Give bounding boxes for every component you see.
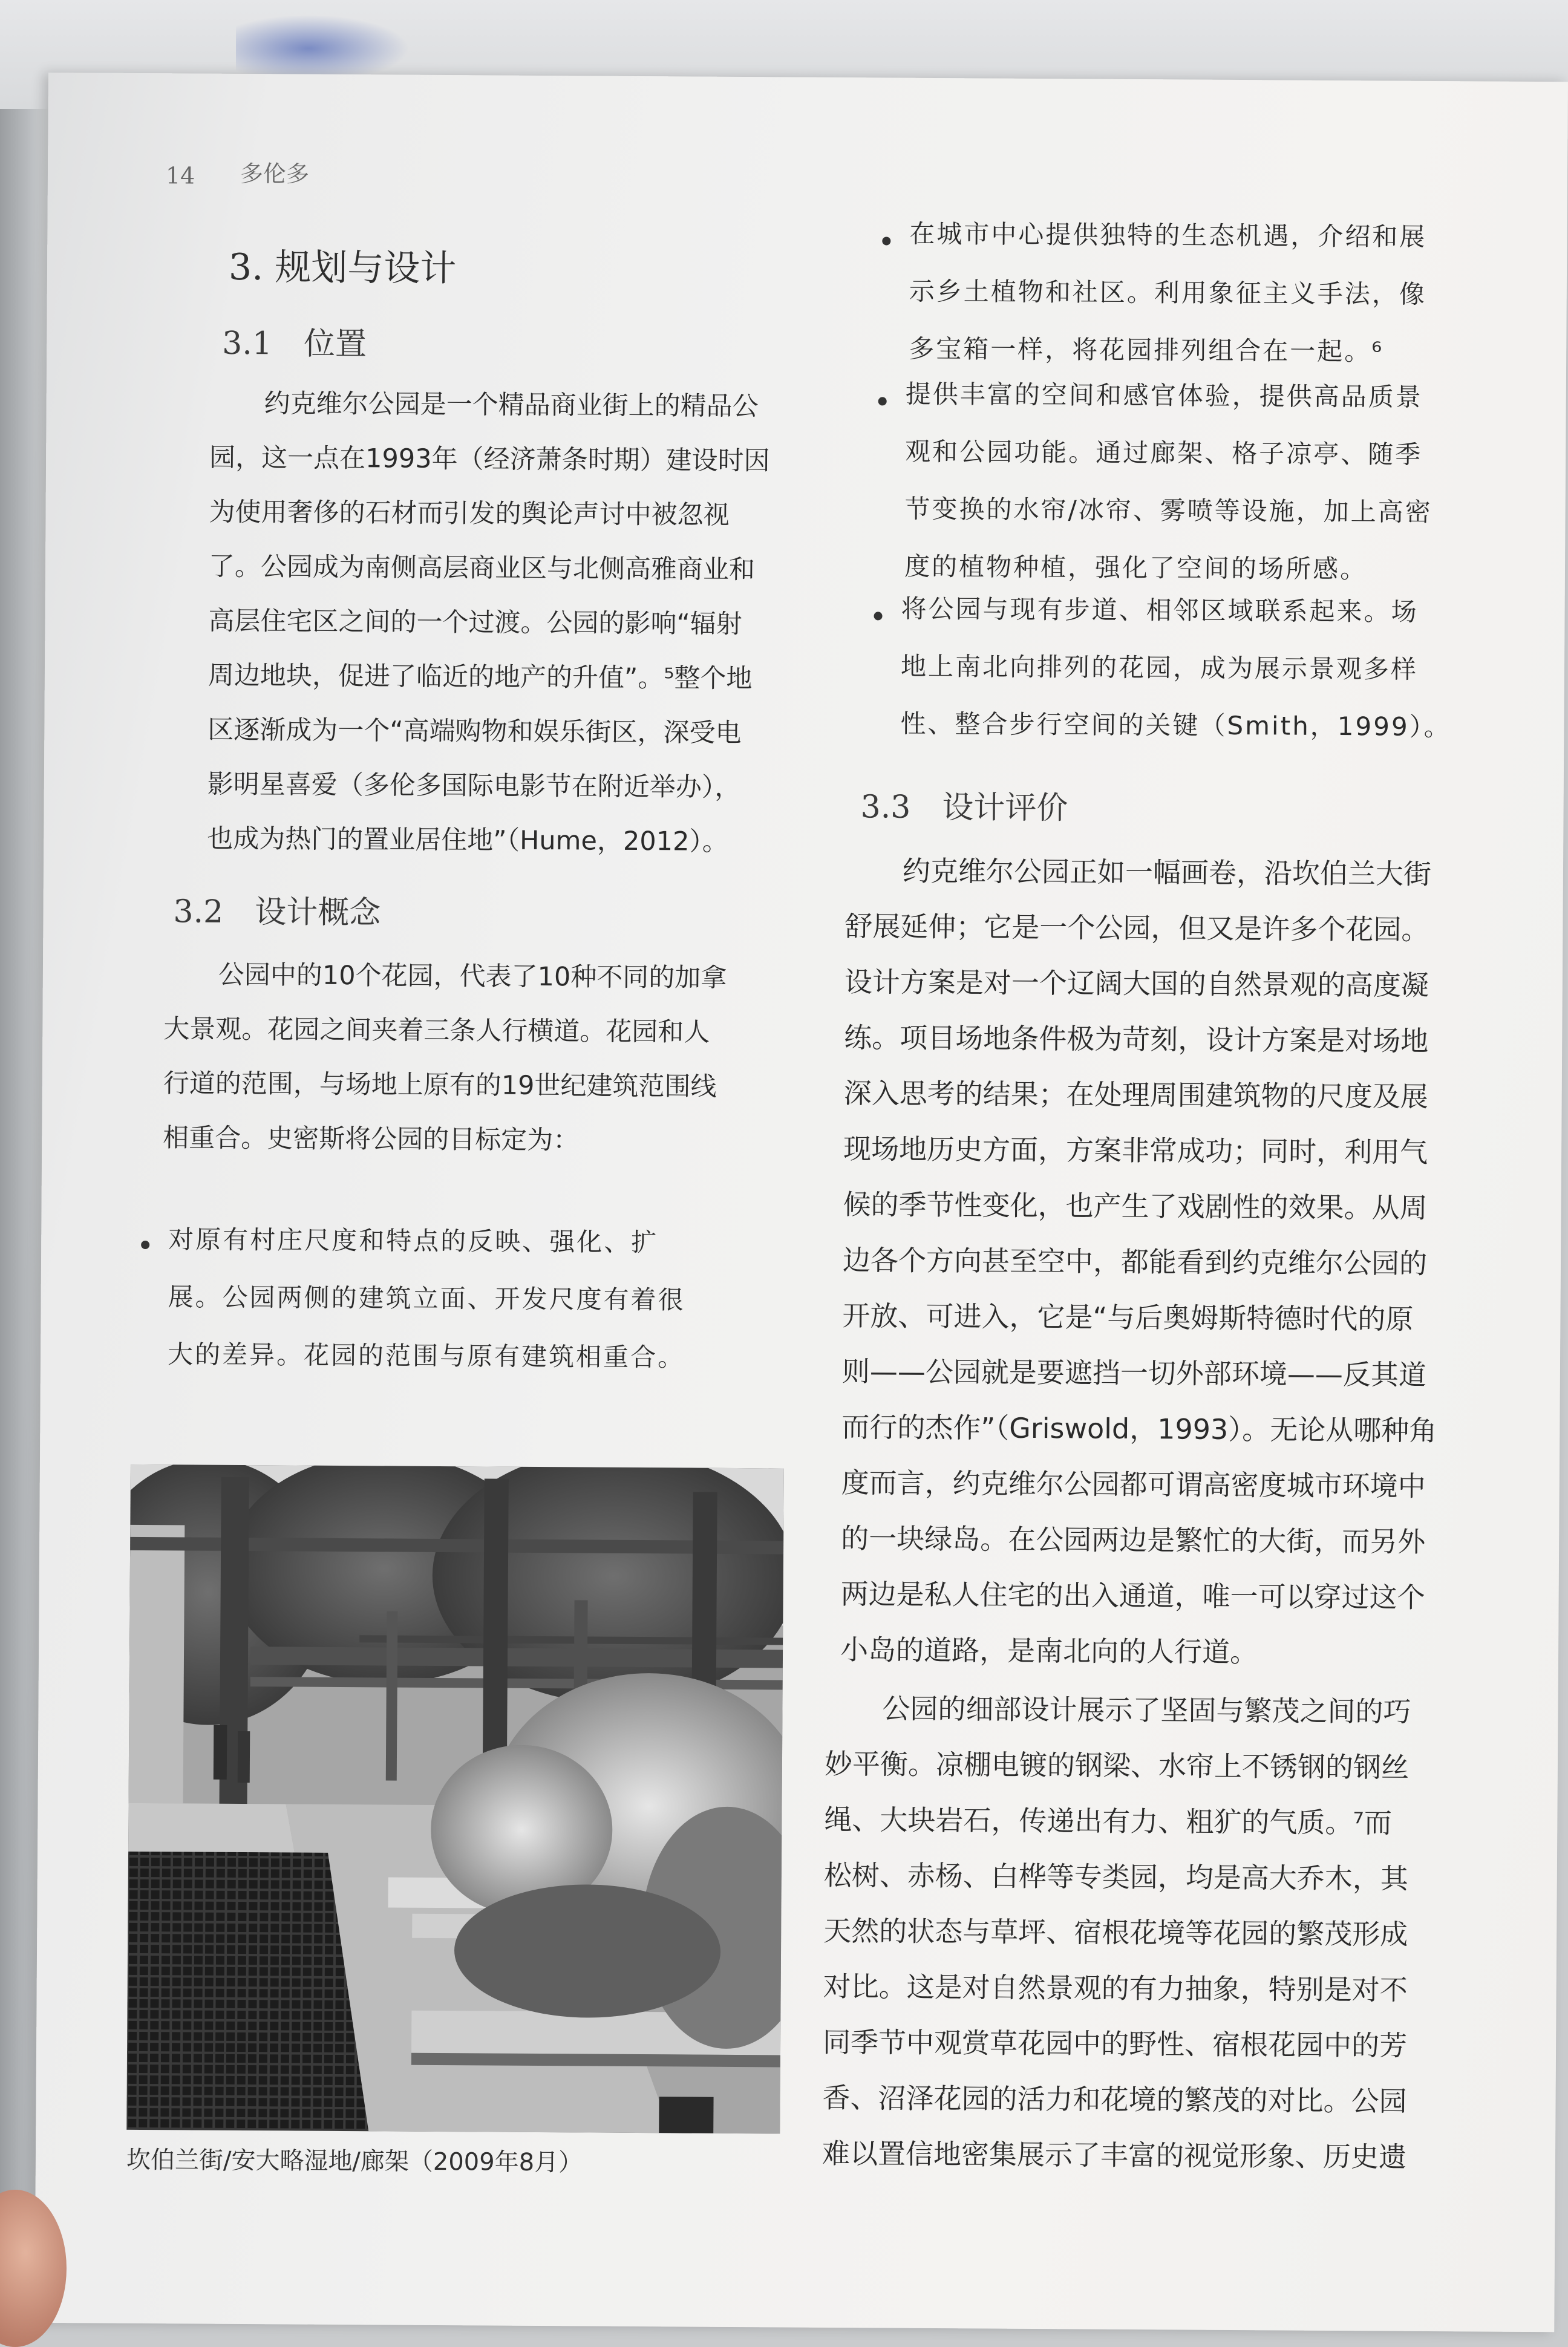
bullet-marker bbox=[882, 237, 890, 245]
paragraph-evaluation-1 bbox=[840, 843, 1440, 1681]
text-line: 相重合。史密斯将公园的目标定为： bbox=[163, 1123, 580, 1156]
bullet-right-1 bbox=[909, 205, 1427, 380]
paragraph-location bbox=[207, 376, 770, 870]
text-line: 的一块绿岛。在公园两边是繁忙的大街，而另外 bbox=[841, 1522, 1426, 1558]
text-line: 节变换的水帘/冰帘、雾喷等设施，加上高密 bbox=[904, 494, 1432, 527]
text-line: 在城市中心提供独特的生态机遇，介绍和展 bbox=[909, 218, 1427, 252]
text-line: 观和公园功能。通过廊架、格子凉亭、随季 bbox=[905, 436, 1423, 469]
text-line: 设计方案是对一个辽阔大国的自然景观的高度凝 bbox=[844, 965, 1429, 1002]
text-line: 候的季节性变化，也产生了戏剧性的效果。从周 bbox=[843, 1188, 1428, 1224]
book-page bbox=[34, 73, 1568, 2332]
text-line: 地上南北向排列的花园，成为展示景观多样 bbox=[900, 651, 1419, 684]
text-line: 了。公园成为南侧高层商业区与北侧高雅商业和 bbox=[208, 551, 756, 586]
paragraph-concept bbox=[163, 947, 727, 1169]
text-line: 绳、大块岩石，传递出有力、粗犷的气质。⁷而 bbox=[824, 1803, 1392, 1839]
text-line: 小岛的道路，是南北向的人行道。 bbox=[840, 1633, 1258, 1669]
text-line: 为使用奢侈的石材而引发的舆论声讨中被忽视 bbox=[209, 497, 730, 530]
text-line: 示乡土植物和社区。利用象征主义手法，像 bbox=[909, 276, 1426, 309]
text-line: 度而言，约克维尔公园都可谓高密度城市环境中 bbox=[841, 1466, 1426, 1503]
text-line: 则——公园就是要遮挡一切外部环境——反其道 bbox=[841, 1355, 1427, 1391]
text-line: 开放、可进入，它是“与后奥姆斯特德时代的原 bbox=[842, 1299, 1414, 1336]
text-line: 松树、赤杨、白桦等专类园，均是高大乔木，其 bbox=[823, 1858, 1408, 1895]
text-line: 高层住宅区之间的一个过渡。公园的影响“辐射 bbox=[208, 606, 742, 640]
section-3-1-heading: 3.1 位置 bbox=[222, 325, 367, 363]
bullet-right-2 bbox=[904, 365, 1433, 598]
text-line: 提供丰富的空间和感官体验，提供高品质景 bbox=[905, 379, 1423, 412]
text-line: 香、沼泽花园的活力和花境的繁茂的对比。公园 bbox=[822, 2081, 1407, 2118]
section-3-2-heading: 3.2 设计概念 bbox=[173, 893, 381, 932]
text-line: 边各个方向甚至空中，都能看到约克维尔公园的 bbox=[842, 1244, 1428, 1280]
bullet-marker bbox=[874, 612, 882, 620]
text-line: 天然的状态与草坪、宿根花境等花园的繁茂形成 bbox=[823, 1914, 1408, 1951]
photo-scene bbox=[126, 1464, 784, 2134]
text-line: 性、整合步行空间的关键（Smith，1999）。 bbox=[900, 708, 1451, 742]
text-line: 现场地历史方面，方案非常成功；同时，利用气 bbox=[843, 1132, 1428, 1169]
bullet-marker bbox=[141, 1241, 149, 1249]
bullet-marker bbox=[878, 397, 887, 405]
text-line: 而行的杰作”（Griswold，1993）。无论从哪种角 bbox=[841, 1411, 1437, 1448]
paragraph-evaluation-2 bbox=[822, 1680, 1411, 2185]
section-3-heading: 3. 规划与设计 bbox=[228, 246, 457, 290]
text-line: 展。公园两侧的建筑立面、开发尺度有着很 bbox=[168, 1282, 685, 1315]
text-line: 园，这一点在1993年（经济萧条时期）建设时因 bbox=[209, 442, 770, 477]
text-line: 公园中的10个花园，代表了10种不同的加拿 bbox=[218, 959, 727, 993]
text-line: 也成为热门的置业居住地”（Hume，2012）。 bbox=[207, 823, 729, 857]
section-3-3-heading: 3.3 设计评价 bbox=[860, 789, 1068, 827]
text-line: 舒展延伸；它是一个公园，但又是许多个花园。 bbox=[844, 910, 1429, 946]
text-line: 约克维尔公园正如一幅画卷，沿坎伯兰大街 bbox=[902, 854, 1432, 890]
text-line: 公园的细部设计展示了坚固与繁茂之间的巧 bbox=[882, 1692, 1411, 1728]
text-line: 深入思考的结果；在处理周围建筑物的尺度及展 bbox=[843, 1077, 1428, 1113]
text-line: 难以置信地密集展示了丰富的视觉形象、历史遗 bbox=[822, 2136, 1407, 2173]
text-line: 妙平衡。凉棚电镀的钢梁、水帘上不锈钢的钢丝 bbox=[824, 1747, 1410, 1784]
bullet-right-3 bbox=[900, 580, 1452, 756]
figure-photo bbox=[126, 1464, 784, 2134]
page-number: 14 bbox=[165, 162, 195, 189]
text-line: 多宝箱一样，将花园排列组合在一起。⁶ bbox=[909, 333, 1384, 367]
text-line: 影明星喜爱（多伦多国际电影节在附近举办）， bbox=[207, 769, 741, 803]
text-line: 周边地块，促进了临近的地产的升值”。⁵整个地 bbox=[207, 660, 753, 694]
text-line: 度的植物种植，强化了空间的场所感。 bbox=[904, 551, 1368, 584]
text-line: 同季节中观赏草花园中的野性、宿根花园中的芳 bbox=[822, 2025, 1408, 2062]
text-line: 大景观。花园之间夹着三条人行横道。花园和人 bbox=[163, 1014, 710, 1048]
text-line: 两边是私人住宅的出入通道，唯一可以穿过这个 bbox=[840, 1578, 1425, 1614]
text-line: 约克维尔公园是一个精品商业街上的精品公 bbox=[264, 388, 759, 422]
text-line: 对比。这是对自然景观的有力抽象，特别是对不 bbox=[823, 1970, 1408, 2006]
bullet-left bbox=[168, 1210, 686, 1386]
text-line: 大的差异。花园的范围与原有建筑相重合。 bbox=[167, 1339, 685, 1373]
text-line: 对原有村庄尺度和特点的反映、强化、扩 bbox=[168, 1224, 659, 1258]
text-line: 行道的范围，与场地上原有的19世纪建筑范围线 bbox=[163, 1068, 717, 1102]
text-line: 区逐渐成为一个“高端购物和娱乐街区，深受电 bbox=[207, 714, 742, 749]
text-line: 将公园与现有步道、相邻区域联系起来。场 bbox=[901, 593, 1419, 627]
text-line: 练。项目场地条件极为苛刻，设计方案是对场地 bbox=[844, 1021, 1429, 1057]
figure-caption: 坎伯兰街/安大略湿地/廊架（2009年8月） bbox=[126, 2146, 583, 2177]
running-title: 多伦多 bbox=[240, 160, 310, 188]
